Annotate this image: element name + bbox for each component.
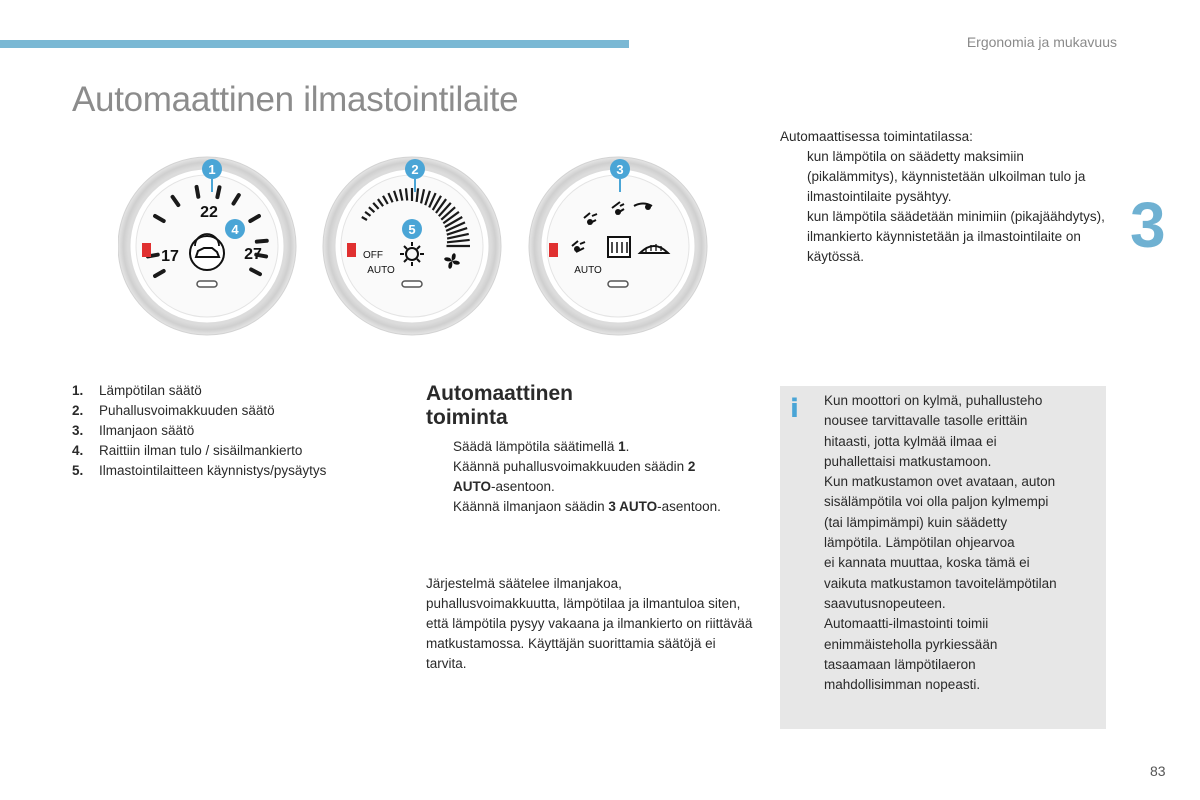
note-line: nousee tarvittavalle tasolle erittäin — [824, 413, 1028, 429]
heading-line: toiminta — [426, 406, 508, 429]
heading-line: Automaattinen — [426, 382, 573, 405]
note-line: Kun moottori on kylmä, puhallusteho — [824, 393, 1043, 408]
intro-bullet-text: kun lämpötila säädetään minimiin (pikajäähdytys), ilmankierto käynnistetään ja ilmastointilaite on käytössä. — [807, 209, 1105, 264]
figure-legend — [72, 381, 326, 481]
auto-description: Järjestelmä säätelee ilmanjakoa, puhallusvoimakkuutta, lämpötilaa ja ilmantuloa siten, että lämpötila pysyy vakaana ja ilmankierto on riittävää matkustamossa. Käyttäjän suorittamia säätöjä ei tarvita. — [426, 576, 753, 671]
legend-item — [72, 461, 326, 481]
rear-defrost-icon — [608, 237, 630, 257]
legend-number: 4. — [72, 443, 84, 458]
legend-text: Puhallusvoimakkuuden säätö — [99, 403, 275, 418]
note-line: mahdollisimman nopeasti. — [824, 677, 981, 693]
status-led — [402, 281, 422, 287]
legend-text: Raittiin ilman tulo / sisäilmankierto — [99, 443, 303, 458]
step-text: Säädä lämpötila säätimellä 1. — [453, 439, 630, 454]
callout-5-label: 5 — [408, 222, 416, 237]
callout-2-label: 2 — [411, 162, 419, 177]
air-distribution-dial[interactable] — [529, 157, 707, 335]
header-accent-bar — [0, 40, 629, 48]
callout-1-label: 1 — [208, 162, 216, 177]
step-item — [426, 497, 726, 517]
temp-mark-22: 22 — [200, 204, 218, 221]
temperature-tick — [217, 187, 219, 197]
intro-bullet-text: kun lämpötila on säädetty maksimiin (pikalämmitys), käynnistetään ulkoilman tulo ja ilmastointilaite pysähtyy. — [807, 149, 1086, 204]
bullet-icon — [426, 437, 453, 457]
note-line: enimmäisteholla pyrkiessään — [824, 636, 998, 652]
bullet-icon — [426, 457, 453, 497]
legend-number: 2. — [72, 403, 84, 418]
fan-off-label: OFF — [363, 250, 383, 261]
fan-speed-tick — [417, 188, 418, 202]
intro-bullet — [780, 207, 1110, 267]
recirculation-indicator — [549, 243, 558, 257]
bullet-icon — [780, 207, 807, 267]
section-name: Ergonomia ja mukavuus — [966, 34, 1117, 50]
page-number: 83 — [1150, 763, 1166, 779]
legend-text: Ilmanjaon säätö — [99, 423, 195, 438]
temp-mark-17: 17 — [161, 248, 179, 265]
temperature-tick — [257, 241, 267, 242]
fan-speed-dial[interactable] — [323, 157, 501, 335]
bullet-icon — [426, 497, 453, 517]
legend-item — [72, 421, 326, 441]
status-led — [197, 281, 217, 287]
step-text: Käännä ilmanjaon säädin 3 AUTO-asentoon. — [453, 499, 721, 514]
note-line: hitaasti, jotta kylmää ilmaa ei — [824, 433, 997, 449]
step-text: Käännä puhallusvoimakkuuden säädin 2 AUTO-asentoon. — [453, 459, 696, 494]
auto-steps — [426, 437, 726, 517]
fan-auto-label: AUTO — [367, 265, 395, 276]
chapter-number: 3 — [1130, 189, 1166, 261]
step-item — [426, 437, 726, 457]
note-line: tasaamaan lämpötilaeron — [824, 656, 976, 672]
page-title: Automaattinen ilmastointilaite — [72, 80, 519, 119]
note-line: ei kannata muuttaa, koska tämä ei — [824, 555, 1030, 571]
note-line: sisälämpötila voi olla paljon kylmempi — [824, 494, 1049, 510]
temp-mark-27: 27 — [244, 246, 262, 263]
note-line: lämpötila. Lämpötilan ohjearvoa — [824, 535, 1015, 551]
callout-4-label: 4 — [231, 222, 239, 237]
climate-control-figure — [118, 140, 730, 350]
info-icon: i — [790, 394, 799, 424]
recirculation-indicator — [142, 243, 151, 257]
legend-number: 3. — [72, 423, 84, 438]
legend-item — [72, 441, 326, 461]
info-note — [780, 386, 1106, 729]
note-line: vaikuta matkustamon tavoitelämpötilan — [824, 575, 1057, 591]
callout-5 — [402, 219, 422, 239]
ac-indicator — [347, 243, 356, 257]
temperature-dial[interactable] — [118, 157, 296, 335]
legend-text: Lämpötilan säätö — [99, 383, 202, 398]
temperature-tick — [197, 187, 199, 197]
legend-number: 1. — [72, 383, 84, 398]
note-line: Kun matkustamon ovet avataan, auton — [824, 474, 1056, 490]
legend-text: Ilmastointilaitteen käynnistys/pysäytys — [99, 463, 327, 478]
callout-3-label: 3 — [616, 162, 624, 177]
info-note-text — [824, 391, 1099, 695]
legend-item — [72, 381, 326, 401]
legend-number: 5. — [72, 463, 84, 478]
callout-4 — [225, 219, 245, 239]
auto-mode-intro — [780, 127, 1110, 267]
fan-speed-tick — [406, 188, 407, 200]
intro-bullet — [780, 147, 1110, 207]
status-led — [608, 281, 628, 287]
note-line: (tai lämpimämpi) kuin säädetty — [824, 514, 1008, 530]
climate-control-illustration — [118, 140, 730, 350]
bullet-icon — [780, 147, 807, 207]
legend-item — [72, 401, 326, 421]
intro-lead: Automaattisessa toimintatilassa: — [780, 129, 973, 144]
note-line: puhallettaisi matkustamoon. — [824, 453, 992, 469]
auto-operation-heading — [426, 382, 573, 430]
step-item — [426, 457, 726, 497]
note-line: saavutusnopeuteen. — [824, 595, 946, 611]
distribution-auto-label: AUTO — [574, 265, 602, 276]
note-line: Automaatti-ilmastointi toimii — [824, 616, 989, 632]
